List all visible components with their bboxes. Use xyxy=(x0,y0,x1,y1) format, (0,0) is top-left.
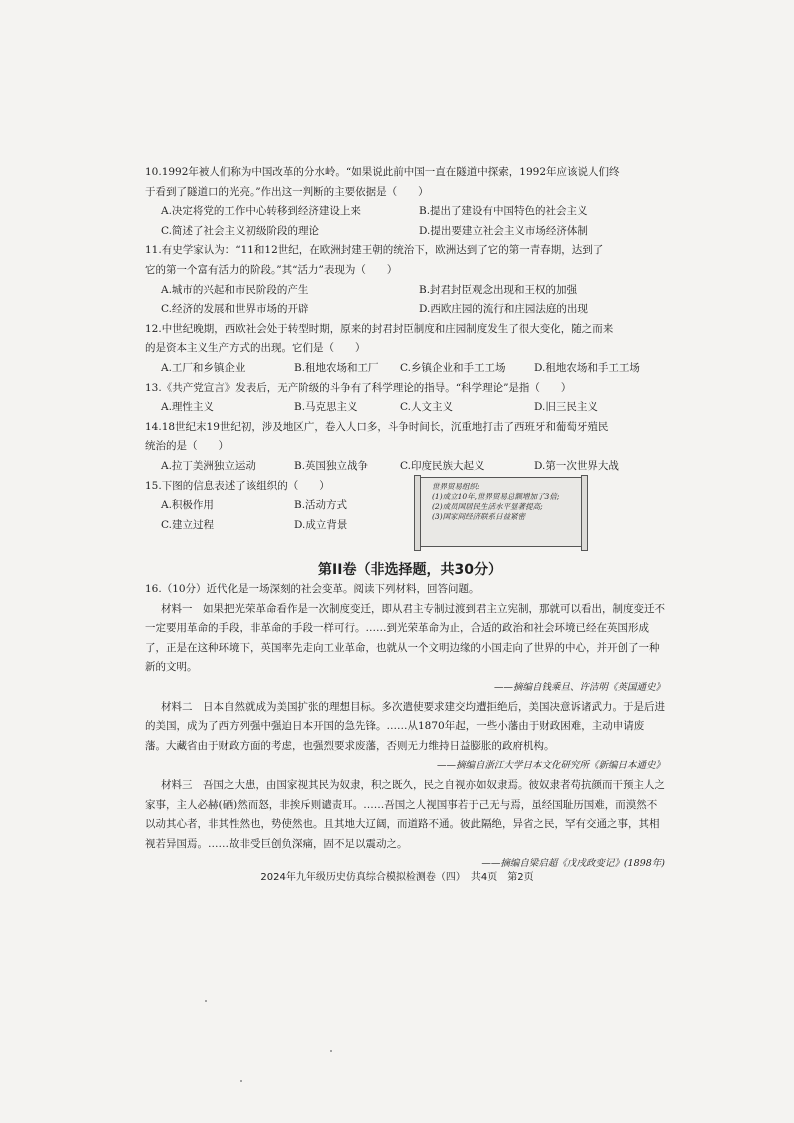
section-title: 第II卷（非选择题，共30分） xyxy=(318,561,502,578)
option-c: C.人文主义 xyxy=(400,401,453,414)
question-stem-line: 15.下图的信息表述了该组织的（ ） xyxy=(145,479,330,492)
option-a: A.理性主义 xyxy=(161,401,214,414)
question-stem-line: 11.有史学家认为：“11和12世纪，在欧洲封建王朝的统治下，欧洲达到了它的第一青春期，达到了 xyxy=(145,244,604,257)
option-a: A.城市的兴起和市民阶段的产生 xyxy=(161,283,309,296)
question-15 xyxy=(145,477,665,555)
question-10 xyxy=(145,163,665,241)
option-c: C.经济的发展和世界市场的开辟 xyxy=(161,303,309,316)
option-b: B.封君封臣观念出现和王权的加强 xyxy=(419,283,578,296)
option-c: C.简述了社会主义初级阶段的理论 xyxy=(161,224,319,237)
option-c: C.建立过程 xyxy=(161,518,214,531)
option-d: D.租地农场和手工工场 xyxy=(534,361,640,374)
options xyxy=(145,359,665,379)
question-stem-line: 统治的是（ ） xyxy=(145,440,229,453)
question-stem-line: 于看到了隧道口的光亮。”作出这一判断的主要依据是（ ） xyxy=(145,185,429,198)
question-14 xyxy=(145,418,665,477)
option-b: B.租地农场和工厂 xyxy=(294,361,379,374)
option-d: D.西欧庄园的流行和庄园法庭的出现 xyxy=(419,303,588,316)
scan-speck xyxy=(205,1000,207,1002)
scroll-line: (2)成员国居民生活水平显著提高; xyxy=(432,501,543,511)
option-b: B.马克思主义 xyxy=(294,401,358,414)
question-11 xyxy=(145,241,665,319)
question-stem-line: 13.《共产党宣言》发表后，无产阶级的斗争有了科学理论的指导。“科学理论”是指（ ） xyxy=(145,381,572,394)
scroll-line: 世界贸易组织: xyxy=(432,481,480,491)
scan-speck xyxy=(240,1080,242,1082)
option-b: B.提出了建设有中国特色的社会主义 xyxy=(419,205,588,218)
option-c: C.乡镇企业和手工工场 xyxy=(400,361,506,374)
option-b: B.英国独立战争 xyxy=(294,459,369,472)
question-stem-line: 它的第一个富有活力的阶段。”其“活力”表现为（ ） xyxy=(145,263,398,276)
material-2: 材料二 日本自然就成为美国扩张的理想目标。多次遣使要求建交均遭拒绝后，美国决意诉诸武力。于是后进的美国，成为了西方列强中强迫日本开国的急先锋。……从1870年起，一些小藩由于财政困难，主动申请废藩。大藏省由于财政方面的考虑，也强烈要求废藩，否则无力维持日益膨胀的政府机构。 xyxy=(145,700,665,752)
question-12 xyxy=(145,320,665,379)
question-13 xyxy=(145,379,665,418)
question-stem-line: 12.中世纪晚期，西欧社会处于转型时期，原来的封君封臣制度和庄园制度发生了很大变化，随之而来 xyxy=(145,322,614,335)
scroll-line: (3)国家间经济联系日益紧密 xyxy=(432,511,526,521)
option-a: A.拉丁美洲独立运动 xyxy=(161,459,256,472)
option-d: D.成立背景 xyxy=(294,518,348,531)
options xyxy=(145,281,665,320)
option-a: A.工厂和乡镇企业 xyxy=(161,361,246,374)
scroll-figure xyxy=(417,477,585,547)
material-3-source: ——摘编自梁启超《戊戌政变记》(1898年) xyxy=(481,858,665,870)
scroll-line: (1)成立10年,世界贸易总额增加了3倍; xyxy=(432,491,560,501)
option-c: C.印度民族大起义 xyxy=(400,459,485,472)
page-footer: 2024年九年级历史仿真综合模拟检测卷（四） 共4页 第2页 xyxy=(260,872,534,883)
option-a: A.积极作用 xyxy=(161,499,214,512)
option-a: A.决定将党的工作中心转移到经济建设上来 xyxy=(161,205,361,218)
question-stem-line: 14.18世纪末19世纪初，涉及地区广，卷入人口多，斗争时间长，沉重地打击了西班牙和葡萄牙殖民 xyxy=(145,420,609,433)
option-d: D.提出要建立社会主义市场经济体制 xyxy=(419,224,588,237)
exam-content xyxy=(145,163,665,874)
options xyxy=(145,202,665,241)
question-stem-line: 16.（10分）近代化是一场深刻的社会变革。阅读下列材料，回答问题。 xyxy=(145,583,480,596)
material-2-source: ——摘编自浙江大学日本文化研究所《新编日本通史》 xyxy=(436,760,665,772)
material-3: 材料三 吾国之大患，由国家视其民为奴隶，积之既久，民之自视亦如奴隶焉。彼奴隶者苟抗颜而干预主人之家事，主人必赫(硒)然而怒，非挨斥则谴责耳。……吾国之人视国事若于己无与焉，虽经国耻历国难，而漠然不以动其心者，非其性然也，势使然也。且其地大辽阔，而道路不通。彼此隔绝，异省之民，罕有交通之事，其相视若异国焉。……故非受巨创负深痛，固不足以震动之。 xyxy=(145,779,665,850)
question-16 xyxy=(145,580,665,874)
option-d: D.旧三民主义 xyxy=(534,401,598,414)
question-stem-line: 的是资本主义生产方式的出现。它们是（ ） xyxy=(145,342,366,355)
question-stem-line: 10.1992年被人们称为中国改革的分水岭。“如果说此前中国一直在隧道中探索，1992年应该说人们终 xyxy=(145,166,620,178)
options xyxy=(145,398,665,418)
option-b: B.活动方式 xyxy=(294,499,348,512)
option-d: D.第一次世界大战 xyxy=(534,459,619,472)
material-1: 材料一 如果把光荣革命看作是一次制度变迁，即从君主专制过渡到君主立宪制，那就可以看出，制度变迁不一定要用革命的手段，非革命的手段一样可行。……到光荣革命为止，合适的政治和社会环境已经在英国形成了，正是在这种环境下，英国率先走向工业革命，也就从一个文明边缘的小国走向了世界的中心，并开创了一种新的文明。 xyxy=(145,602,665,674)
material-1-source: ——摘编自钱乘旦、许洁明《英国通史》 xyxy=(493,682,665,694)
scan-speck xyxy=(330,1050,332,1052)
